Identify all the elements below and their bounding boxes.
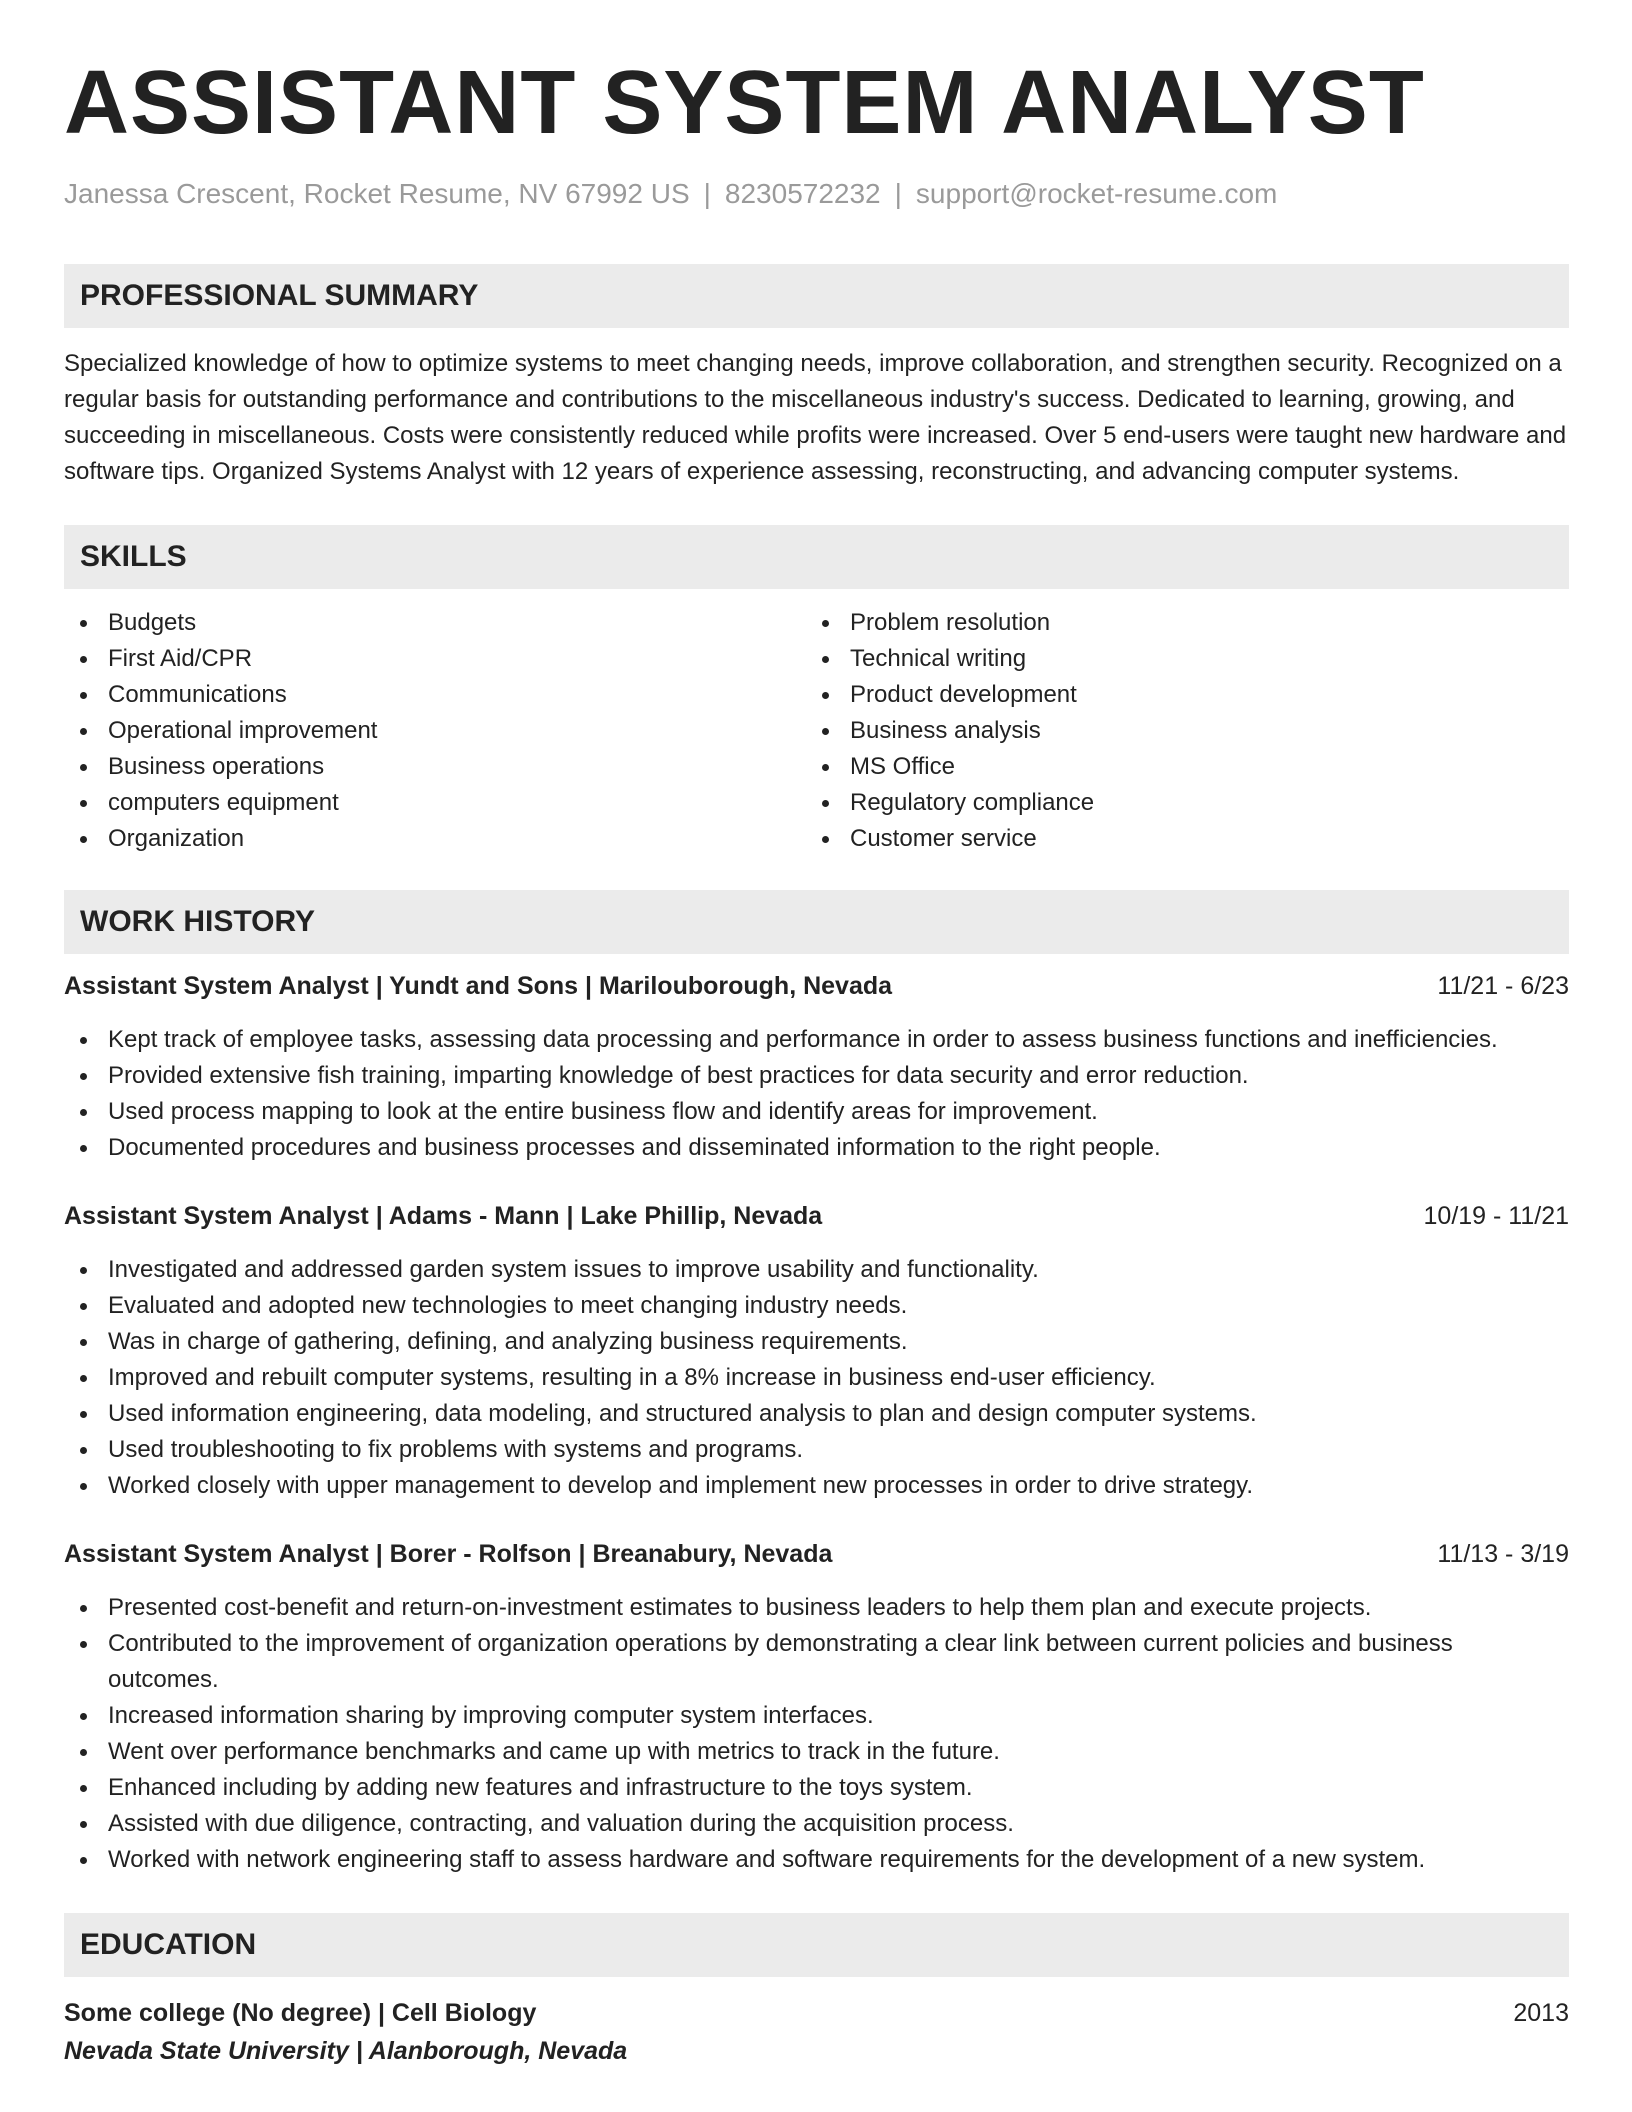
job-bullet: Went over performance benchmarks and came up with metrics to track in the future. xyxy=(64,1734,1569,1770)
job-entry xyxy=(64,968,1569,1166)
education-year: 2013 xyxy=(1513,1999,1569,2027)
skill-item: Business analysis xyxy=(806,713,1548,749)
skills-heading: SKILLS xyxy=(64,525,1569,589)
skills-column-left xyxy=(64,605,806,857)
skill-item: Communications xyxy=(64,677,806,713)
job-bullet: Provided extensive fish training, imparting knowledge of best practices for data security and error reduction. xyxy=(64,1058,1569,1094)
education-section xyxy=(64,1913,1569,2069)
job-bullet: Improved and rebuilt computer systems, resulting in a 8% increase in business end-user efficiency. xyxy=(64,1360,1569,1396)
skill-item: First Aid/CPR xyxy=(64,641,806,677)
contact-line xyxy=(64,178,1569,210)
job-bullets xyxy=(64,1252,1569,1504)
job-bullet: Presented cost-benefit and return-on-investment estimates to business leaders to help them plan and execute projects. xyxy=(64,1590,1569,1626)
job-header xyxy=(64,1536,1569,1572)
job-bullet: Contributed to the improvement of organization operations by demonstrating a clear link between current policies and business outcomes. xyxy=(64,1626,1569,1698)
skill-item: Organization xyxy=(64,821,806,857)
job-header xyxy=(64,968,1569,1004)
job-bullet: Documented procedures and business processes and disseminated information to the right people. xyxy=(64,1130,1569,1166)
job-bullet: Assisted with due diligence, contracting, and valuation during the acquisition process. xyxy=(64,1806,1569,1842)
job-bullets xyxy=(64,1590,1569,1878)
contact-address: Janessa Crescent, Rocket Resume, NV 67992 US xyxy=(64,178,690,209)
skill-item: Business operations xyxy=(64,749,806,785)
education-school: Nevada State University | Alanborough, Nevada xyxy=(64,2037,628,2065)
contact-phone: 8230572232 xyxy=(724,178,881,209)
skill-item: Product development xyxy=(806,677,1548,713)
skills-column-right xyxy=(806,605,1548,857)
job-title: Assistant System Analyst | Borer - Rolfson | Breanabury, Nevada xyxy=(64,1540,833,1568)
contact-separator: | xyxy=(894,178,902,209)
work-history-section xyxy=(64,890,1569,1878)
skill-item: Regulatory compliance xyxy=(806,785,1548,821)
job-dates: 11/13 - 3/19 xyxy=(1437,1540,1569,1568)
skill-item: computers equipment xyxy=(64,785,806,821)
professional-summary-section xyxy=(64,264,1569,490)
job-bullet: Increased information sharing by improving computer system interfaces. xyxy=(64,1698,1569,1734)
skill-item: Budgets xyxy=(64,605,806,641)
skills-section xyxy=(64,525,1569,857)
job-dates: 11/21 - 6/23 xyxy=(1437,972,1569,1000)
education-degree: Some college (No degree) | Cell Biology xyxy=(64,1999,537,2027)
skill-item: Problem resolution xyxy=(806,605,1548,641)
job-bullet: Used process mapping to look at the entire business flow and identify areas for improvement. xyxy=(64,1094,1569,1130)
job-bullet: Evaluated and adopted new technologies to meet changing industry needs. xyxy=(64,1288,1569,1324)
job-header xyxy=(64,1198,1569,1234)
skill-item: Technical writing xyxy=(806,641,1548,677)
job-bullet: Was in charge of gathering, defining, and analyzing business requirements. xyxy=(64,1324,1569,1360)
skills-grid xyxy=(64,605,1569,857)
skill-item: Operational improvement xyxy=(64,713,806,749)
summary-text: Specialized knowledge of how to optimize systems to meet changing needs, improve collaboration, and strengthen security. Recognized on a regular basis for outstanding performance and contributions to the miscellaneous industry's success. Dedicated to learning, growing, and succeeding in miscellaneous. Costs were consistently reduced while profits were increased. Over 5 end-users were taught new hardware and software tips. Organized Systems Analyst with 12 years of experience assessing, reconstructing, and advancing computer systems. xyxy=(64,350,1567,485)
job-bullet: Worked with network engineering staff to assess hardware and software requirements for the development of a new system. xyxy=(64,1842,1569,1878)
summary-heading: PROFESSIONAL SUMMARY xyxy=(64,264,1569,328)
job-bullet: Worked closely with upper management to develop and implement new processes in order to drive strategy. xyxy=(64,1468,1569,1504)
job-bullet: Used information engineering, data modeling, and structured analysis to plan and design computer systems. xyxy=(64,1396,1569,1432)
contact-separator: | xyxy=(703,178,711,209)
job-bullet: Used troubleshooting to fix problems with systems and programs. xyxy=(64,1432,1569,1468)
job-title: Assistant System Analyst | Adams - Mann | Lake Phillip, Nevada xyxy=(64,1202,823,1230)
skill-item: MS Office xyxy=(806,749,1548,785)
job-entry xyxy=(64,1198,1569,1504)
job-dates: 10/19 - 11/21 xyxy=(1423,1202,1569,1230)
work-history-heading: WORK HISTORY xyxy=(64,890,1569,954)
resume-title: ASSISTANT SYSTEM ANALYST xyxy=(64,53,1425,153)
skill-item: Customer service xyxy=(806,821,1548,857)
education-header xyxy=(64,1995,1569,2031)
job-title: Assistant System Analyst | Yundt and Sons | Marilouborough, Nevada xyxy=(64,972,893,1000)
job-entry xyxy=(64,1536,1569,1878)
job-bullets xyxy=(64,1022,1569,1166)
job-bullet: Enhanced including by adding new features and infrastructure to the toys system. xyxy=(64,1770,1569,1806)
job-bullet: Kept track of employee tasks, assessing data processing and performance in order to assess business functions and inefficiencies. xyxy=(64,1022,1569,1058)
job-bullet: Investigated and addressed garden system issues to improve usability and functionality. xyxy=(64,1252,1569,1288)
contact-email[interactable]: support@rocket-resume.com xyxy=(915,178,1278,209)
education-heading: EDUCATION xyxy=(64,1913,1569,1977)
